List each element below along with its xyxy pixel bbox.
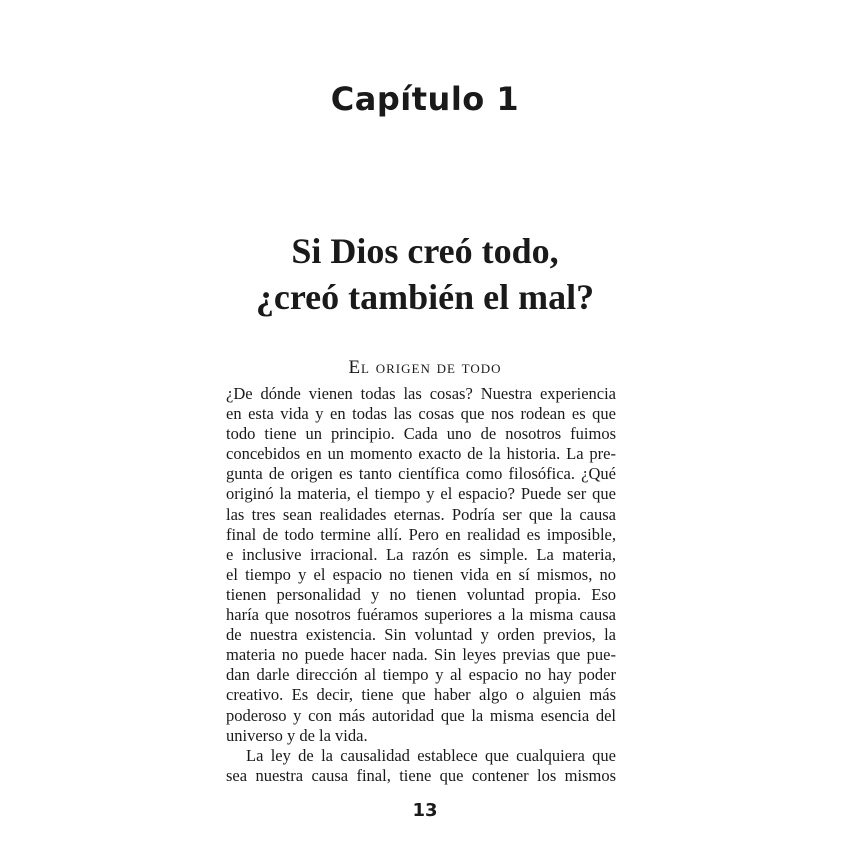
body-line: originó la materia, el tiempo y el espacio? Puede ser que [226,484,616,504]
body-line: final de todo termine allí. Pero en realidad es imposible, [226,524,616,544]
body-line: todo tiene un principio. Cada uno de nosotros fuimos [226,424,616,444]
body-line: de nuestra existencia. Sin voluntad y orden previos, la [226,625,616,645]
body-line: poderoso y con más autoridad que la misma esencia del [226,705,616,725]
page-number: 13 [412,800,438,821]
chapter-label: Capítulo 1 [330,80,520,118]
section-heading: El origen de todo [348,357,502,378]
body-line: haría que nosotros fuéramos superiores a la misma causa [226,605,616,625]
body-line: gunta de origen es tanto científica como filosófica. ¿Qué [226,464,616,484]
body-line: ¿De dónde vienen todas las cosas? Nuestra experiencia [226,384,616,403]
body-line: universo y de la vida. [226,725,368,745]
chapter-title-line: ¿creó también el mal? [255,277,595,317]
body-line: las tres sean realidades eternas. Podría ser que la causa [226,504,616,524]
body-line: e inclusive irracional. La razón es simple. La materia, [226,544,616,564]
body-line: el tiempo y el espacio no tienen vida en sí mismos, no [226,564,616,584]
chapter-title-line: Si Dios creó todo, [291,231,559,271]
chapter-title [0,228,850,320]
body-line: La ley de la causalidad establece que cualquiera que [246,745,616,765]
body-line: concebidos en un momento exacto de la historia. La pre- [226,444,616,464]
body-line: tienen personalidad y no tienen voluntad propia. Eso [226,584,616,604]
body-line: sea nuestra causa final, tiene que contener los mismos [226,765,616,785]
body-line: en esta vida y en todas las cosas que nos rodean es que [226,404,616,424]
body-line: creativo. Es decir, tiene que haber algo o alguien más [226,685,616,705]
body-text [226,384,616,786]
body-line: dan darle dirección al tiempo y al espacio no hay poder [226,665,616,685]
body-line: materia no puede hacer nada. Sin leyes previas que pue- [226,645,616,665]
